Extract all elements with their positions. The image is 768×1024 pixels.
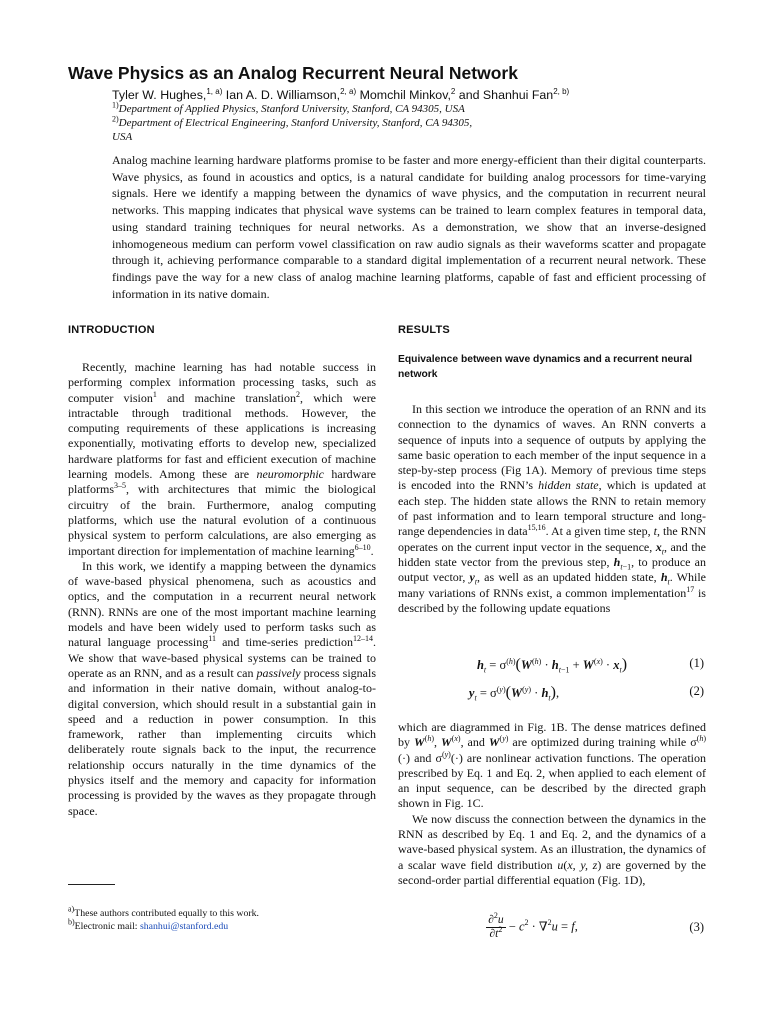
results-paragraph-2: which are diagrammed in Fig. 1B. The dense matrices defined by $W^{(h)}$, $W^{(x)}$, and $W^{(y)}$ are optimized during training while $\sigma^{(h)}(\cdot)$ and $\sigma^{(y)}(\cdot)$ are nonlinear activation functions. The operation prescribed by Eq. 1 and Eq. 2, when applied to each element of an input sequence, can be described by the directed graph shown in Fig. 1C. [398,720,707,811]
subsection-heading: Equivalence between wave dynamics and a recurrent neural network [398,354,693,380]
results-body-2 [398,720,706,888]
intro-paragraph-2: In this work, we identify a mapping between the dynamics of wave-based physical phenomena, such as acoustics and optics, and the computation in a recurrent neural network (RNN). RNNs are one of the most important machine learning models and have been widely used to perform tasks such as natural language processing$^{11}$ and time-series prediction$^{12-14}$. We show that wave-based physical systems can be trained to operate as an RNN, and as a result can passively process signals and information in their native domain, without analog-to-digital conversion, which should result in a substantial gain in speed and a reduction in power consumption. In this framework, rather than implementing circuits which deliberately route signals back to the input, the recurrence relationship occurs naturally in the time dynamics of the physics itself and the memory and capacity for information processing is provided by the waves as they propagate through space. [68,558,377,818]
equation-2-number: (2) [689,684,704,698]
intro-paragraph-1: Recently, machine learning has had notable success in performing complex information processing tasks, such as computer vision$^1$ and machine translation$^2$, which were intractable through traditional methods. However, the computing requirements of these applications is increasing exponentially, motivating efforts to develop new, specialized hardware platforms for fast and efficient execution of machine learning models. Among these are neuromorphic hardware platforms$^{3-5}$, with architectures that mimic the biological circuitry of the brain. Furthermore, analog computing platforms, which use the natural evolution of a continuous physical system to perform calculations, are also emerging as important direction for implementation of machine learning$^{6-10}$. [68,360,377,558]
paper-title: Wave Physics as an Analog Recurrent Neural Network [68,63,518,83]
section-heading-introduction: INTRODUCTION [68,324,155,336]
section-heading-results: RESULTS [398,324,450,336]
equation-1: $h_t = \sigma^{(h)}(W^{(h)} \cdot h_{t-1} + W^{(x)} \cdot x_t)$ (1) [476,656,704,675]
footnote-a: $^{a)}$These authors contributed equally to this work. [68,904,259,919]
affiliation-2-continued: USA [112,131,133,143]
results-body-1 [398,402,706,616]
results-paragraph-3: We now discuss the connection between the dynamics in the RNN as described by Eq. 1 and Eq. 2, and the dynamics of a wave-based physical system. As an illustration, the dynamics of a scalar wave field distribution u(x, y, z) are governed by the second-order partial differential equation (Fig. 1D), [398,811,706,887]
abstract: Analog machine learning hardware platforms promise to be faster and more energy-efficient than their digital counterparts. Wave physics, as found in acoustics and optics, is a natural candidate for building analog processors for time-varying signals. Here we identify a mapping between the dynamics of wave physics, and the computation in recurrent neural networks. This mapping indicates that physical wave systems can be trained to learn complex features in temporal data, using standard training techniques for neural networks. As a demonstration, we show that an inverse-designed inhomogeneous medium can perform vowel classification on raw audio signals as their waveforms scatter and propagate through it, achieving performance comparable to a standard digital implementation of a recurrent neural network. These findings pave the way for a new class of analog machine learning platforms, capable of fast and efficient processing of information in its native domain. [112,153,706,301]
affiliation-2: $^{2)}$Department of Electrical Engineering, Stanford University, Stanford, CA 94305, [112,114,473,129]
equation-3-number: (3) [689,920,704,934]
affiliation-1: $^{1)}$Department of Applied Physics, Stanford University, Stanford, CA 94305, USA [112,100,465,115]
results-paragraph-1: In this section we introduce the operation of an RNN and its connection to the dynamics of waves. An RNN converts a sequence of inputs into a sequence of outputs by applying the same basic operation to each member of the input sequence in a step-by-step process (Fig 1A). Memory of previous time steps is encoded into the RNN’s hidden state, which is updated at each step. The hidden state allows the RNN to retain memory of past information and to learn temporal structure and long-range dependencies in data$^{15,16}$. At a given time step, t, the RNN operates on the current input vector in the sequence, $x_t$, and the hidden state vector from the previous step, $h_{t-1}$, to produce an output vector, $y_t$, as well as an updated hidden state, $h_t$. While many variations of RNNs exist, a common implementation$^{17}$ is described by the following update equations [398,402,707,615]
equation-3: $\frac{\partial^2u}{\partial t^2}$ − $c^2 \cdot \nabla^2u = f$, (3) [488,911,704,940]
email-link[interactable]: shanhui@stanford.edu [139,921,229,932]
equation-1-number: (1) [689,656,704,670]
footnote-rule [68,884,115,885]
equation-2: $y_t = \sigma^{(y)}(W^{(y)} \cdot h_t)$, (2) [468,684,704,703]
footnote-b: $^{b)}$Electronic mail: shanhui@stanford.edu [68,917,229,932]
introduction-body [68,360,376,819]
author-list: Tyler W. Hughes,$^{1, a)}$ Ian A. D. Williamson,$^{2, a)}$ Momchil Minkov,$^2$ and Shanhui Fan$^{2, b)}$ [112,86,570,102]
